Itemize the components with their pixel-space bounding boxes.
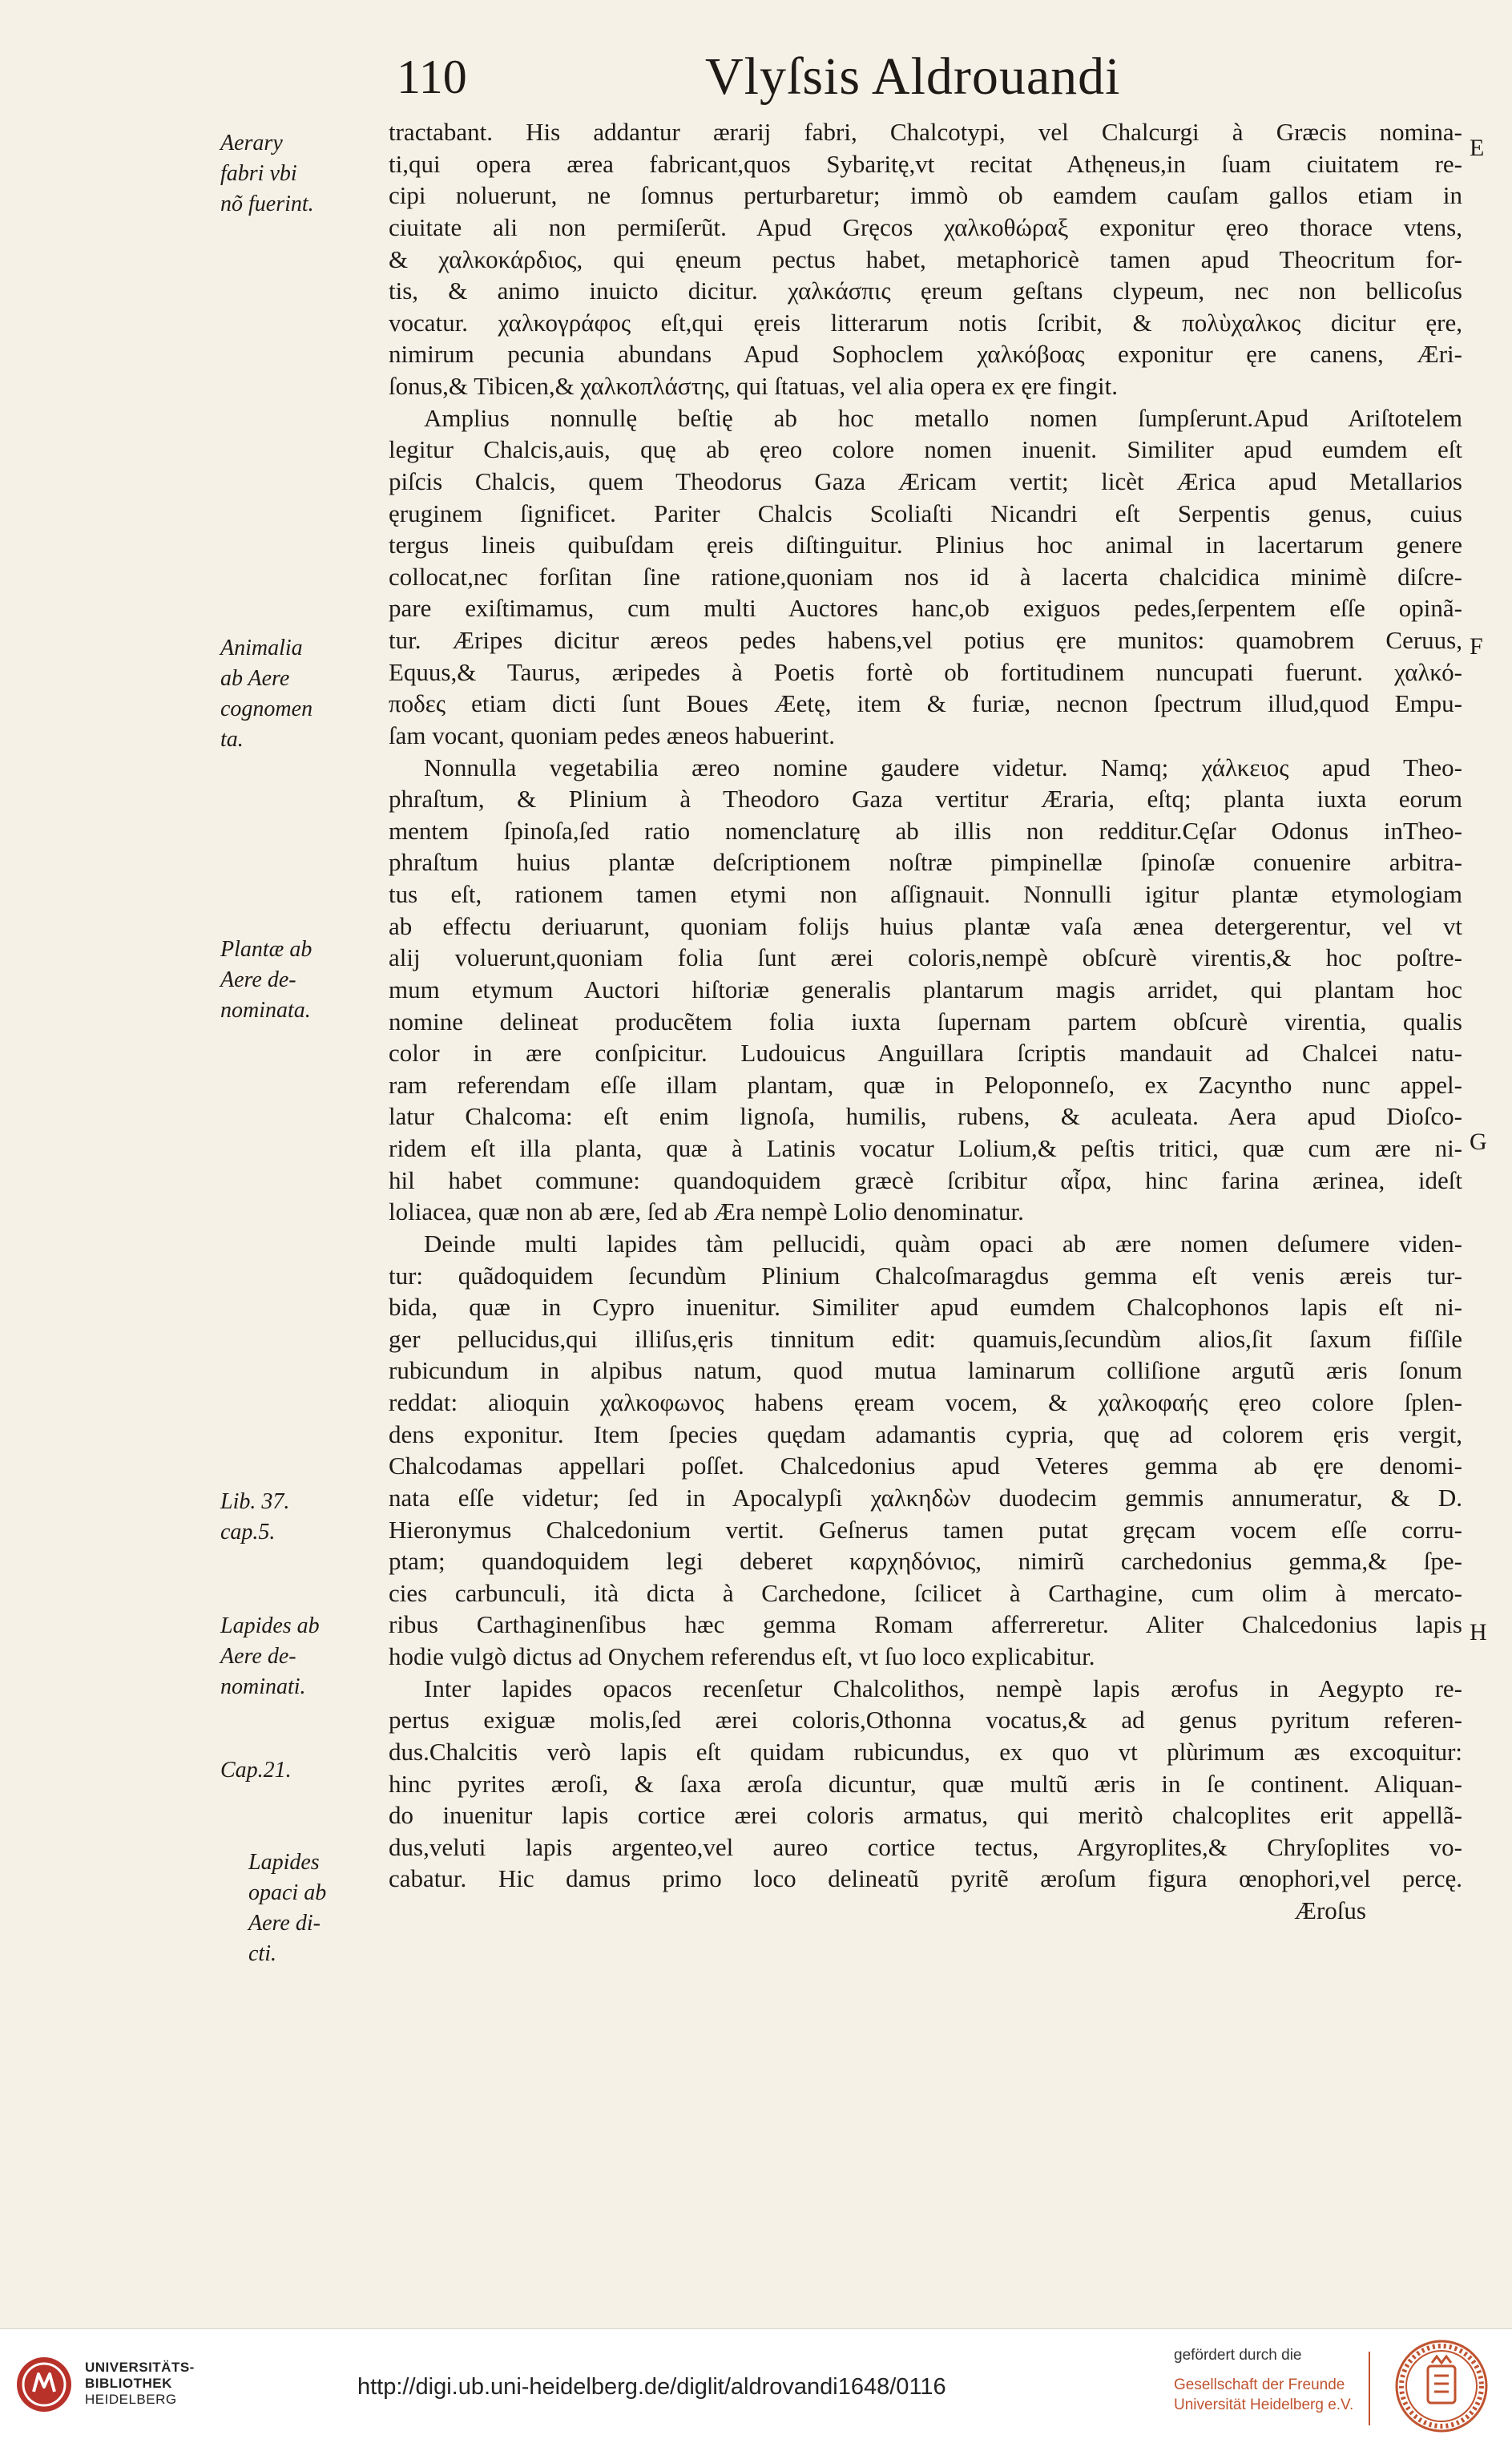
text-line: tis, & animo inuicto dicitur. χαλκάσπις ęreum geſtans clypeum, nec non bellicoſus <box>389 277 1462 305</box>
margin-note: Cap.21. <box>220 1758 292 1783</box>
body-text <box>389 116 1462 1927</box>
margin-note: Plantæ ab Aere de- nominata. <box>220 937 312 1023</box>
text-line: cabatur. Hic damus primo loco delineatũ pyritẽ æroſum figura œnophori,vel percę. <box>389 1864 1462 1893</box>
text-line: cies carbunculi, ità dicta à Carchedone, ſcilicet à Carthagine, cum olim à mercato- <box>389 1578 1462 1607</box>
page-number: 110 <box>397 50 467 103</box>
text-line: collocat,nec forſitan ſine ratione,quoniam nos id à lacerta chalcidica minimè diſcre- <box>389 562 1462 591</box>
text-line: ptam; quandoquidem legi deberet καρχηδόνιος, nimirũ carchedonius gemma,& ſpe- <box>389 1547 1462 1576</box>
margin-note: Lapides opaci ab Aere di- cti. <box>248 1850 327 1966</box>
text-line: ęruginem ſignificet. Pariter Chalcis Scoliaſti Nicandri eſt Serpentis genus, cuius <box>389 499 1462 527</box>
text-line: cipi noluerunt, ne ſomnus perturbaretur; immò ob eamdem cauſam gallos etiam in <box>389 181 1462 210</box>
margin-note: Lib. 37. cap.5. <box>220 1489 290 1545</box>
text-line: Chalcodamas appellari poſſet. Chalcedonius apud Veteres gemma ab ęre denomi- <box>389 1452 1462 1480</box>
text-line: phraſtum huius plantæ deſcriptionem noſtræ pimpinellæ ſpinoſæ conuenire arbitra- <box>389 848 1462 877</box>
text-line: ſam vocant, quoniam pedes æneos habuerint. <box>389 721 836 749</box>
text-line: hinc pyrites æroſi, & ſaxa æroſa dicuntur, quæ multũ æris in ſe continent. Aliquan- <box>389 1769 1462 1798</box>
text-line: Deinde multi lapides tàm pellucidi, quàm opaci ab ære nomen deſumere viden- <box>424 1229 1462 1258</box>
text-line: pare exiſtimamus, cum multi Auctores hanc,ob exiguos pedes,ſerpentem eſſe opinã- <box>389 594 1462 623</box>
running-head <box>0 47 1512 114</box>
text-line: mum etymum Auctori hiſtoriæ generalis plantarum magis arridet, qui plantam hoc <box>389 975 1462 1003</box>
text-line: Æroſus <box>1294 1896 1366 1924</box>
text-line: piſcis Chalcis, quem Theodorus Gaza Æricam vertit; licèt Ærica apud Metallarios <box>389 466 1462 495</box>
library-logo[interactable] <box>14 2348 223 2421</box>
text-line: nimirum pecunia abundans Apud Sophoclem χαλκόβοας exponitur ęre canens, Æri- <box>389 340 1462 369</box>
text-line: nomine delineat producẽtem folia iuxta ſupernam partem obſcurè virentia, qualis <box>389 1007 1462 1036</box>
text-line: ridem eſt illa planta, quæ à Latinis vocatur Lolium,& peſtis tritici, quæ cum ære ni- <box>389 1134 1462 1162</box>
text-line: reddat: alioquin χαλκοφωνος habens ęream vocem, & χαλκοφαής ęreo colore ſplen- <box>389 1388 1462 1416</box>
text-line: & χαλκοκάρδιος, qui ęneum pectus habet, metaphoricè tamen apud Theocritum for- <box>389 244 1462 273</box>
university-seal-icon[interactable] <box>1394 2339 1489 2433</box>
text-line: color in ære conſpicitur. Ludouicus Anguillara ſcriptis mandauit ad Chalcei natu- <box>389 1039 1462 1068</box>
text-line: nata eſſe videtur; ſed in Apocalypſi χαλκηδὼν duodecim gemmis annumeratur, & D. <box>389 1483 1462 1512</box>
text-line: ram referendam eſſe illam plantam, quæ in Peloponneſo, ex Zacyntho nunc appel- <box>389 1070 1462 1099</box>
running-title: Vlyſsis Aldrouandi <box>705 47 1121 106</box>
text-line: rubicundum in alpibus natum, quod mutua laminarum colliſione argutũ æris ſonum <box>389 1356 1462 1385</box>
text-line: legitur Chalcis,auis, quę ab ęreo colore nomen inuenit. Similiter apud eumdem eſt <box>389 435 1462 464</box>
text-line: ti,qui opera ærea fabricant,quos Sybaritę,vt recitat Athęneus,in ſuam ciuitatem re- <box>389 149 1462 178</box>
margin-note: Lapides ab Aere de- nominati. <box>220 1613 320 1699</box>
library-name: UNIVERSITÄTS- BIBLIOTHEK HEIDELBERG <box>85 2360 195 2407</box>
margin-note: Animalia ab Aere cognomen ta. <box>220 636 313 752</box>
text-line: ab effectu deriuarunt, quoniam folijs huius plantæ vaſa ænea detergerentur, vel vt <box>389 911 1462 940</box>
text-line: tur: quãdoquidem ſecundùm Plinium Chalcoſmaragdus gemma eſt venis æreis tur- <box>389 1261 1462 1290</box>
text-line: ciuitate ali non permiſerũt. Apud Gręcos χαλκοθώραξ exponitur ęreo thorace vtens, <box>389 212 1462 241</box>
text-line: bida, quæ in Cypro inuenitur. Similiter apud eumdem Chalcophonos lapis eſt ni- <box>389 1293 1462 1322</box>
library-seal-icon <box>14 2355 74 2414</box>
text-line: hil habet commune: quandoquidem græcè ſcribitur αἶρα, hinc farina ærinea, ideſt <box>389 1165 1462 1194</box>
text-line: vocatur. χαλκογράφος eſt,qui ęreis litterarum notis ſcribit, & πολὺχαλκος dicitur ęre, <box>389 308 1462 337</box>
margin-note: Aerary fabri vbi nõ fuerint. <box>220 131 314 216</box>
text-line: Equus,& Taurus, æripedes à Poetis fortè ob fortitudinem nuncupati fuerunt. χαλκό- <box>389 657 1462 686</box>
text-line: latur Chalcoma: eſt enim lignoſa, humilis, rubens, & aculeata. Aera apud Dioſco- <box>389 1102 1462 1131</box>
viewer-footer <box>0 2328 1512 2443</box>
text-line: dens exponitur. Item ſpecies quędam adamantis cypria, quę ad colorem ęris vergit, <box>389 1419 1462 1448</box>
text-line: Nonnulla vegetabilia æreo nomine gaudere videtur. Namq; χάλκειος apud Theo- <box>424 753 1462 781</box>
text-line: ſonus,& Tibicen,& χαλκοπλάστης, qui ſtatuas, vel alia opera ex ęre fingit. <box>389 372 1119 400</box>
text-line: Hieronymus Chalcedonium vertit. Geſnerus tamen putat gręcam vocem eſſe corru- <box>389 1515 1462 1544</box>
text-line: tergus lineis quibuſdam ęreis diſtinguitur. Plinius hoc animal in lacertarum genere <box>389 531 1462 559</box>
sponsor-credit: gefördert durch die Gesellschaft der Freunde Universität Heidelberg e.V. <box>1174 2347 1354 2413</box>
text-line: dus,veluti lapis argenteo,vel aureo cortice tectus, Argyroplites,& Chryſoplites vo- <box>389 1832 1462 1861</box>
text-line: phraſtum, & Plinium à Theodoro Gaza vertitur Æraria, eſtq; planta iuxta eorum <box>389 785 1462 814</box>
text-line: ger pellucidus,qui illiſus,ęris tinnitum edit: quamuis,ſecundùm alios,ſit ſaxum fiſſile <box>389 1324 1462 1353</box>
text-line: ribus Carthaginenſibus hæc gemma Romam afferreretur. Aliter Chalcedonius lapis <box>389 1610 1462 1639</box>
text-line: tractabant. His addantur ærarij fabri, Chalcotypi, vel Chalcurgi à Græcis nomina- <box>389 118 1462 146</box>
text-line: alij voluerunt,quoniam folia ſunt ærei coloris,nempè obſcurè virentis,& hoc poſtre- <box>389 943 1462 972</box>
text-line: Amplius nonnullę beſtię ab hoc metallo nomen ſumpſerunt.Apud Ariſtotelem <box>424 403 1462 432</box>
divider <box>1369 2352 1370 2425</box>
text-line: pertus exiguæ molis,ſed ærei coloris,Othonna vocatus,& ad genus pyritum referen- <box>389 1706 1462 1734</box>
text-line: tus eſt, rationem tamen etymi non aſſignauit. Nonnulli igitur plantæ etymologiam <box>389 880 1462 908</box>
text-line: hodie vulgò dictus ad Onychem referendus eſt, vt ſuo loco explicabitur. <box>389 1642 1095 1670</box>
text-line: Inter lapides opacos recenſetur Chalcolithos, nempè lapis ærofus in Aegypto re- <box>424 1674 1462 1702</box>
text-line: do inuenitur lapis cortice ærei coloris armatus, qui meritò chalcoplites erit appellã- <box>389 1801 1462 1830</box>
gathering-letter: G <box>1470 1129 1487 1155</box>
page-url-link[interactable]: http://digi.ub.uni-heidelberg.de/diglit/aldrovandi1648/0116 <box>357 2374 946 2400</box>
text-line: dus.Chalcitis verò lapis eſt quidam rubicundus, ex quo vt plùrimum æs excoquitur: <box>389 1737 1462 1766</box>
gathering-letter: H <box>1470 1619 1487 1645</box>
gathering-letter: E <box>1470 135 1485 161</box>
text-line: ποδες etiam dicti ſunt Boues Æetę, item & furiæ, necnon ſpectrum illud,quod Empu- <box>389 689 1462 718</box>
gathering-letter: F <box>1470 633 1483 660</box>
text-line: tur. Æripes dicitur æreos pedes habens,vel potius ęre munitos: quamobrem Ceruus, <box>389 626 1462 654</box>
text-line: mentem ſpinoſa,ſed ratio nomenclaturę ab illis non redditur.Cęſar Odonus inTheo- <box>389 816 1462 845</box>
text-line: loliacea, quæ non ab ære, ſed ab Æra nempè Lolio denominatur. <box>389 1197 1024 1226</box>
